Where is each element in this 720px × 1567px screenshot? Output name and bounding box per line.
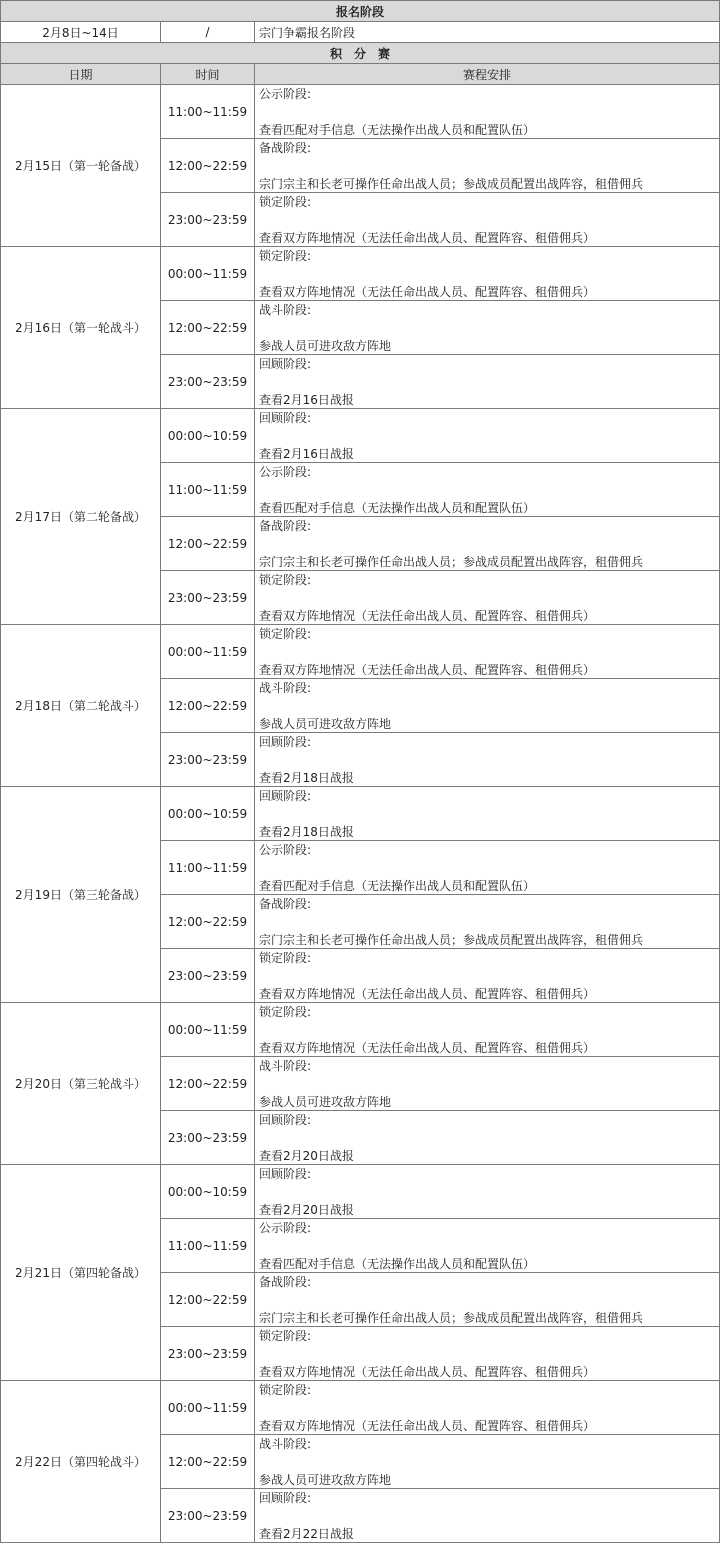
slot-time: 11:00~11:59 bbox=[161, 841, 255, 895]
slot-description: 查看匹配对手信息（无法操作出战人员和配置队伍） bbox=[259, 501, 536, 515]
slot-schedule bbox=[255, 1381, 720, 1435]
slot-description: 宗门宗主和长老可操作任命出战人员；参战成员配置出战阵容，租借佣兵 bbox=[259, 1311, 644, 1325]
table-row bbox=[1, 85, 720, 139]
slot-time: 23:00~23:59 bbox=[161, 355, 255, 409]
day-date: 2月18日（第二轮战斗） bbox=[1, 625, 161, 787]
registration-time: / bbox=[161, 22, 255, 43]
slot-phase: 锁定阶段: bbox=[259, 951, 312, 965]
slot-schedule bbox=[255, 1111, 720, 1165]
slot-description: 查看2月18日战报 bbox=[259, 825, 354, 839]
slot-time: 12:00~22:59 bbox=[161, 517, 255, 571]
slot-description: 参战人员可进攻敌方阵地 bbox=[259, 339, 392, 353]
slot-phase: 锁定阶段: bbox=[259, 1329, 312, 1343]
registration-desc: 宗门争霸报名阶段 bbox=[255, 22, 720, 43]
slot-schedule bbox=[255, 1003, 720, 1057]
column-header-schedule: 赛程安排 bbox=[255, 64, 720, 85]
slot-schedule bbox=[255, 1273, 720, 1327]
slot-schedule bbox=[255, 895, 720, 949]
slot-description: 参战人员可进攻敌方阵地 bbox=[259, 717, 392, 731]
slot-time: 23:00~23:59 bbox=[161, 949, 255, 1003]
slot-schedule bbox=[255, 193, 720, 247]
slot-phase: 回顾阶段: bbox=[259, 789, 312, 803]
slot-phase: 回顾阶段: bbox=[259, 1491, 312, 1505]
slot-description: 参战人员可进攻敌方阵地 bbox=[259, 1095, 392, 1109]
slot-time: 11:00~11:59 bbox=[161, 1219, 255, 1273]
slot-phase: 战斗阶段: bbox=[259, 303, 312, 317]
column-header-date: 日期 bbox=[1, 64, 161, 85]
slot-phase: 回顾阶段: bbox=[259, 357, 312, 371]
slot-phase: 战斗阶段: bbox=[259, 1437, 312, 1451]
slot-phase: 备战阶段: bbox=[259, 897, 312, 911]
slot-time: 11:00~11:59 bbox=[161, 85, 255, 139]
slot-phase: 战斗阶段: bbox=[259, 681, 312, 695]
day-date: 2月16日（第一轮战斗） bbox=[1, 247, 161, 409]
table-row bbox=[1, 787, 720, 841]
slot-phase: 备战阶段: bbox=[259, 1275, 312, 1289]
slot-schedule bbox=[255, 85, 720, 139]
slot-schedule bbox=[255, 1057, 720, 1111]
slot-time: 23:00~23:59 bbox=[161, 571, 255, 625]
slot-description: 查看2月16日战报 bbox=[259, 447, 354, 461]
slot-phase: 战斗阶段: bbox=[259, 1059, 312, 1073]
slot-schedule bbox=[255, 1219, 720, 1273]
slot-description: 查看双方阵地情况（无法任命出战人员、配置阵容、租借佣兵） bbox=[259, 663, 596, 677]
slot-description: 查看双方阵地情况（无法任命出战人员、配置阵容、租借佣兵） bbox=[259, 609, 596, 623]
slot-description: 查看匹配对手信息（无法操作出战人员和配置队伍） bbox=[259, 123, 536, 137]
slot-phase: 锁定阶段: bbox=[259, 573, 312, 587]
slot-phase: 锁定阶段: bbox=[259, 627, 312, 641]
slot-schedule bbox=[255, 139, 720, 193]
slot-description: 查看双方阵地情况（无法任命出战人员、配置阵容、租借佣兵） bbox=[259, 285, 596, 299]
slot-schedule bbox=[255, 841, 720, 895]
slot-phase: 备战阶段: bbox=[259, 141, 312, 155]
column-header-time: 时间 bbox=[161, 64, 255, 85]
slot-time: 23:00~23:59 bbox=[161, 1327, 255, 1381]
day-date: 2月17日（第二轮备战） bbox=[1, 409, 161, 625]
slot-phase: 锁定阶段: bbox=[259, 249, 312, 263]
table-row bbox=[1, 247, 720, 301]
slot-description: 查看2月20日战报 bbox=[259, 1149, 354, 1163]
slot-phase: 锁定阶段: bbox=[259, 195, 312, 209]
points-section-title: 积 分 赛 bbox=[1, 43, 720, 64]
slot-phase: 回顾阶段: bbox=[259, 1113, 312, 1127]
slot-phase: 公示阶段: bbox=[259, 87, 312, 101]
slot-time: 12:00~22:59 bbox=[161, 895, 255, 949]
registration-title-row bbox=[1, 1, 720, 22]
slot-time: 00:00~11:59 bbox=[161, 1381, 255, 1435]
day-date: 2月19日（第三轮备战） bbox=[1, 787, 161, 1003]
slot-schedule bbox=[255, 1165, 720, 1219]
slot-time: 12:00~22:59 bbox=[161, 1273, 255, 1327]
slot-phase: 回顾阶段: bbox=[259, 411, 312, 425]
slot-schedule bbox=[255, 409, 720, 463]
slot-time: 12:00~22:59 bbox=[161, 679, 255, 733]
slot-phase: 锁定阶段: bbox=[259, 1005, 312, 1019]
registration-section-title: 报名阶段 bbox=[1, 1, 720, 22]
slot-schedule bbox=[255, 1489, 720, 1543]
slot-time: 11:00~11:59 bbox=[161, 463, 255, 517]
slot-phase: 回顾阶段: bbox=[259, 735, 312, 749]
slot-schedule bbox=[255, 247, 720, 301]
slot-time: 12:00~22:59 bbox=[161, 139, 255, 193]
slot-time: 23:00~23:59 bbox=[161, 1489, 255, 1543]
slot-description: 查看2月22日战报 bbox=[259, 1527, 354, 1541]
slot-description: 查看匹配对手信息（无法操作出战人员和配置队伍） bbox=[259, 879, 536, 893]
slot-phase: 锁定阶段: bbox=[259, 1383, 312, 1397]
registration-row bbox=[1, 22, 720, 43]
slot-time: 23:00~23:59 bbox=[161, 733, 255, 787]
slot-schedule bbox=[255, 1435, 720, 1489]
slot-schedule bbox=[255, 787, 720, 841]
slot-schedule bbox=[255, 625, 720, 679]
table-row bbox=[1, 1165, 720, 1219]
day-date: 2月22日（第四轮战斗） bbox=[1, 1381, 161, 1543]
day-date: 2月15日（第一轮备战） bbox=[1, 85, 161, 247]
slot-description: 查看2月18日战报 bbox=[259, 771, 354, 785]
registration-date: 2月8日~14日 bbox=[1, 22, 161, 43]
slot-description: 查看双方阵地情况（无法任命出战人员、配置阵容、租借佣兵） bbox=[259, 1419, 596, 1433]
slot-description: 查看双方阵地情况（无法任命出战人员、配置阵容、租借佣兵） bbox=[259, 231, 596, 245]
column-header-row bbox=[1, 64, 720, 85]
points-title-row bbox=[1, 43, 720, 64]
slot-phase: 公示阶段: bbox=[259, 843, 312, 857]
table-row bbox=[1, 1381, 720, 1435]
day-date: 2月21日（第四轮备战） bbox=[1, 1165, 161, 1381]
slot-description: 宗门宗主和长老可操作任命出战人员；参战成员配置出战阵容，租借佣兵 bbox=[259, 177, 644, 191]
slot-description: 宗门宗主和长老可操作任命出战人员；参战成员配置出战阵容，租借佣兵 bbox=[259, 555, 644, 569]
slot-schedule bbox=[255, 355, 720, 409]
slot-description: 查看双方阵地情况（无法任命出战人员、配置阵容、租借佣兵） bbox=[259, 1041, 596, 1055]
slot-description: 查看双方阵地情况（无法任命出战人员、配置阵容、租借佣兵） bbox=[259, 987, 596, 1001]
slot-time: 12:00~22:59 bbox=[161, 301, 255, 355]
slot-phase: 公示阶段: bbox=[259, 465, 312, 479]
slot-schedule bbox=[255, 571, 720, 625]
slot-time: 00:00~10:59 bbox=[161, 409, 255, 463]
schedule-table-body bbox=[1, 1, 720, 1543]
table-row bbox=[1, 625, 720, 679]
slot-schedule bbox=[255, 949, 720, 1003]
slot-time: 23:00~23:59 bbox=[161, 193, 255, 247]
slot-phase: 回顾阶段: bbox=[259, 1167, 312, 1181]
slot-time: 12:00~22:59 bbox=[161, 1057, 255, 1111]
day-date: 2月20日（第三轮战斗） bbox=[1, 1003, 161, 1165]
slot-description: 宗门宗主和长老可操作任命出战人员；参战成员配置出战阵容，租借佣兵 bbox=[259, 933, 644, 947]
slot-time: 12:00~22:59 bbox=[161, 1435, 255, 1489]
slot-schedule bbox=[255, 301, 720, 355]
table-row bbox=[1, 409, 720, 463]
slot-time: 23:00~23:59 bbox=[161, 1111, 255, 1165]
slot-schedule bbox=[255, 1327, 720, 1381]
slot-schedule bbox=[255, 733, 720, 787]
slot-phase: 备战阶段: bbox=[259, 519, 312, 533]
slot-time: 00:00~11:59 bbox=[161, 1003, 255, 1057]
slot-description: 查看2月16日战报 bbox=[259, 393, 354, 407]
slot-time: 00:00~11:59 bbox=[161, 625, 255, 679]
slot-time: 00:00~11:59 bbox=[161, 247, 255, 301]
slot-description: 查看双方阵地情况（无法任命出战人员、配置阵容、租借佣兵） bbox=[259, 1365, 596, 1379]
slot-time: 00:00~10:59 bbox=[161, 1165, 255, 1219]
slot-phase: 公示阶段: bbox=[259, 1221, 312, 1235]
slot-schedule bbox=[255, 463, 720, 517]
slot-description: 查看匹配对手信息（无法操作出战人员和配置队伍） bbox=[259, 1257, 536, 1271]
slot-time: 00:00~10:59 bbox=[161, 787, 255, 841]
slot-schedule bbox=[255, 517, 720, 571]
slot-description: 参战人员可进攻敌方阵地 bbox=[259, 1473, 392, 1487]
slot-description: 查看2月20日战报 bbox=[259, 1203, 354, 1217]
slot-schedule bbox=[255, 679, 720, 733]
table-row bbox=[1, 1003, 720, 1057]
